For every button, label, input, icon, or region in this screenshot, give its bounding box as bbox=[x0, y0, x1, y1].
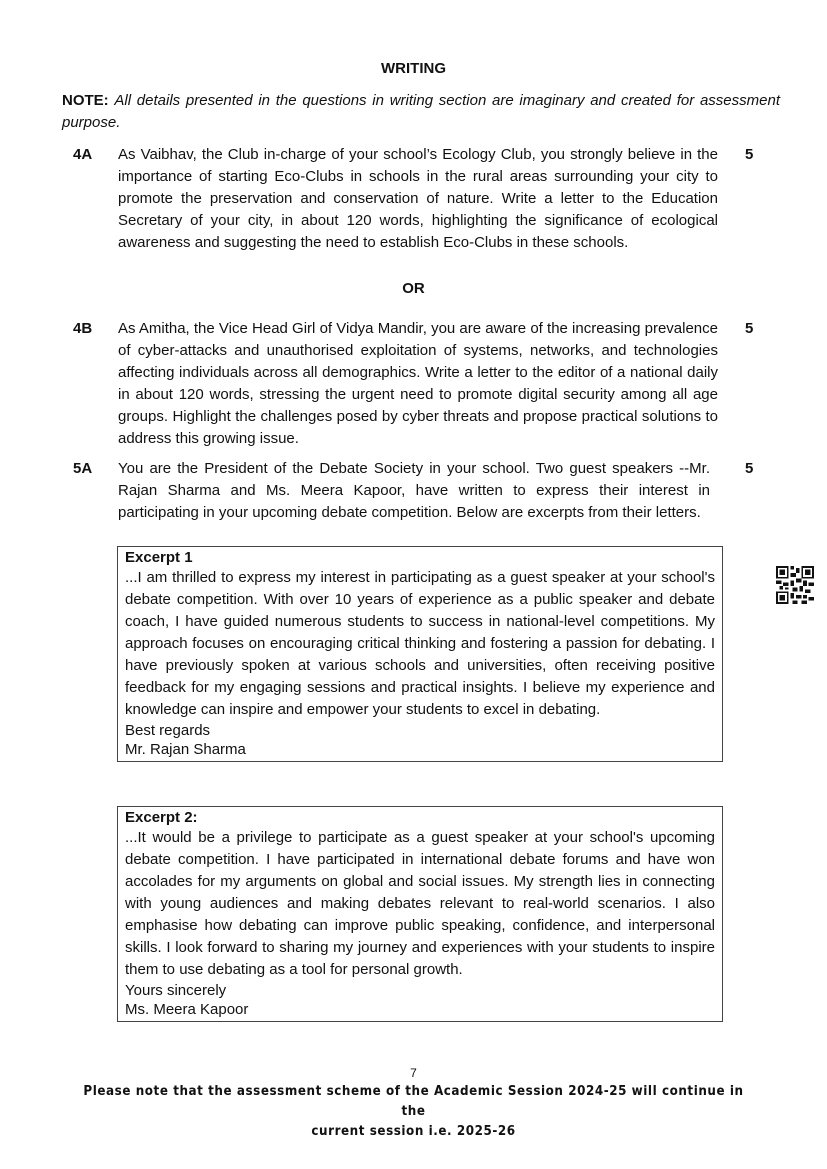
excerpt-body: ...It would be a privilege to participate as a guest speaker at your school's upcoming debate competition. I have participated in international debate forums and have won accolades for my arguments on global and social issues. My strength lies in connecting with young audiences and making debates relevant to real-world scenarios. I also emphasise how debating can improve public speaking, confidence, and interpersonal skills. I look forward to sharing my journey and experiences with your students to inspire them to use debating as a tool for personal growth. bbox=[125, 829, 715, 978]
note-text: All details presented in the questions in writing section are imaginary and created for assessment purpose. bbox=[62, 92, 780, 131]
footer-line-1: Please note that the assessment scheme of the Academic Session 2024-25 will continue in the bbox=[83, 1084, 744, 1119]
section-note bbox=[62, 90, 780, 134]
page-number: 7 bbox=[410, 1066, 417, 1080]
excerpt-closing: Yours sincerely bbox=[125, 982, 227, 999]
excerpt-closing: Best regards bbox=[125, 722, 211, 739]
excerpt-title: Excerpt 1 bbox=[125, 549, 193, 566]
excerpt-2-box bbox=[117, 806, 723, 1022]
question-text: As Amitha, the Vice Head Girl of Vidya Mandir, you are aware of the increasing prevalence of cyber-attacks and unauthorised exploitation of systems, networks, and technologies affecting individuals across all demographics. Write a letter to the editor of a national daily in about 120 words, stressing the urgent need to promote digital security among all age groups. Highlight the challenges posed by cyber threats and propose practical solutions to address this growing issue. bbox=[118, 320, 718, 447]
question-text: You are the President of the Debate Society in your school. Two guest speakers --Mr. Rajan Sharma and Ms. Meera Kapoor, have written to express their interest in participating in your upcoming debate competition. Below are excerpts from their letters. bbox=[118, 460, 710, 521]
excerpt-1-box bbox=[117, 546, 723, 762]
question-number: 4B bbox=[73, 320, 93, 337]
question-number: 4A bbox=[73, 146, 93, 163]
excerpt-signature: Mr. Rajan Sharma bbox=[125, 741, 246, 758]
section-title: WRITING bbox=[381, 60, 446, 77]
excerpt-title: Excerpt 2: bbox=[125, 809, 198, 826]
question-marks: 5 bbox=[745, 146, 754, 163]
footer-line-2: current session i.e. 2025-26 bbox=[311, 1124, 516, 1139]
footer-notice bbox=[70, 1082, 757, 1142]
excerpt-body: ...I am thrilled to express my interest in participating as a guest speaker at your school's debate competition. With over 10 years of experience as a public speaker and debate coach, I have guided numerous students to success in national-level competitions. My approach focuses on encouraging critical thinking and fostering a passion for debating. I have previously spoken at various schools and universities, often receiving positive feedback for my engaging sessions and practical insights. I believe my experience and knowledge can inspire and empower your students to excel in debating. bbox=[125, 569, 715, 718]
question-marks: 5 bbox=[745, 460, 754, 477]
question-number: 5A bbox=[73, 460, 93, 477]
qr-code-icon bbox=[776, 566, 814, 604]
or-separator: OR bbox=[402, 280, 425, 297]
question-marks: 5 bbox=[745, 320, 754, 337]
question-text: As Vaibhav, the Club in-charge of your school’s Ecology Club, you strongly believe in the importance of starting Eco-Clubs in schools in the rural areas surrounding your city to promote the preservation and conservation of nature. Write a letter to the Education Secretary of your city, in about 120 words, highlighting the significance of ecological awareness and suggesting the need to establish Eco-Clubs in these schools. bbox=[118, 146, 718, 251]
excerpt-signature: Ms. Meera Kapoor bbox=[125, 1001, 249, 1018]
note-label: NOTE: bbox=[62, 92, 109, 109]
